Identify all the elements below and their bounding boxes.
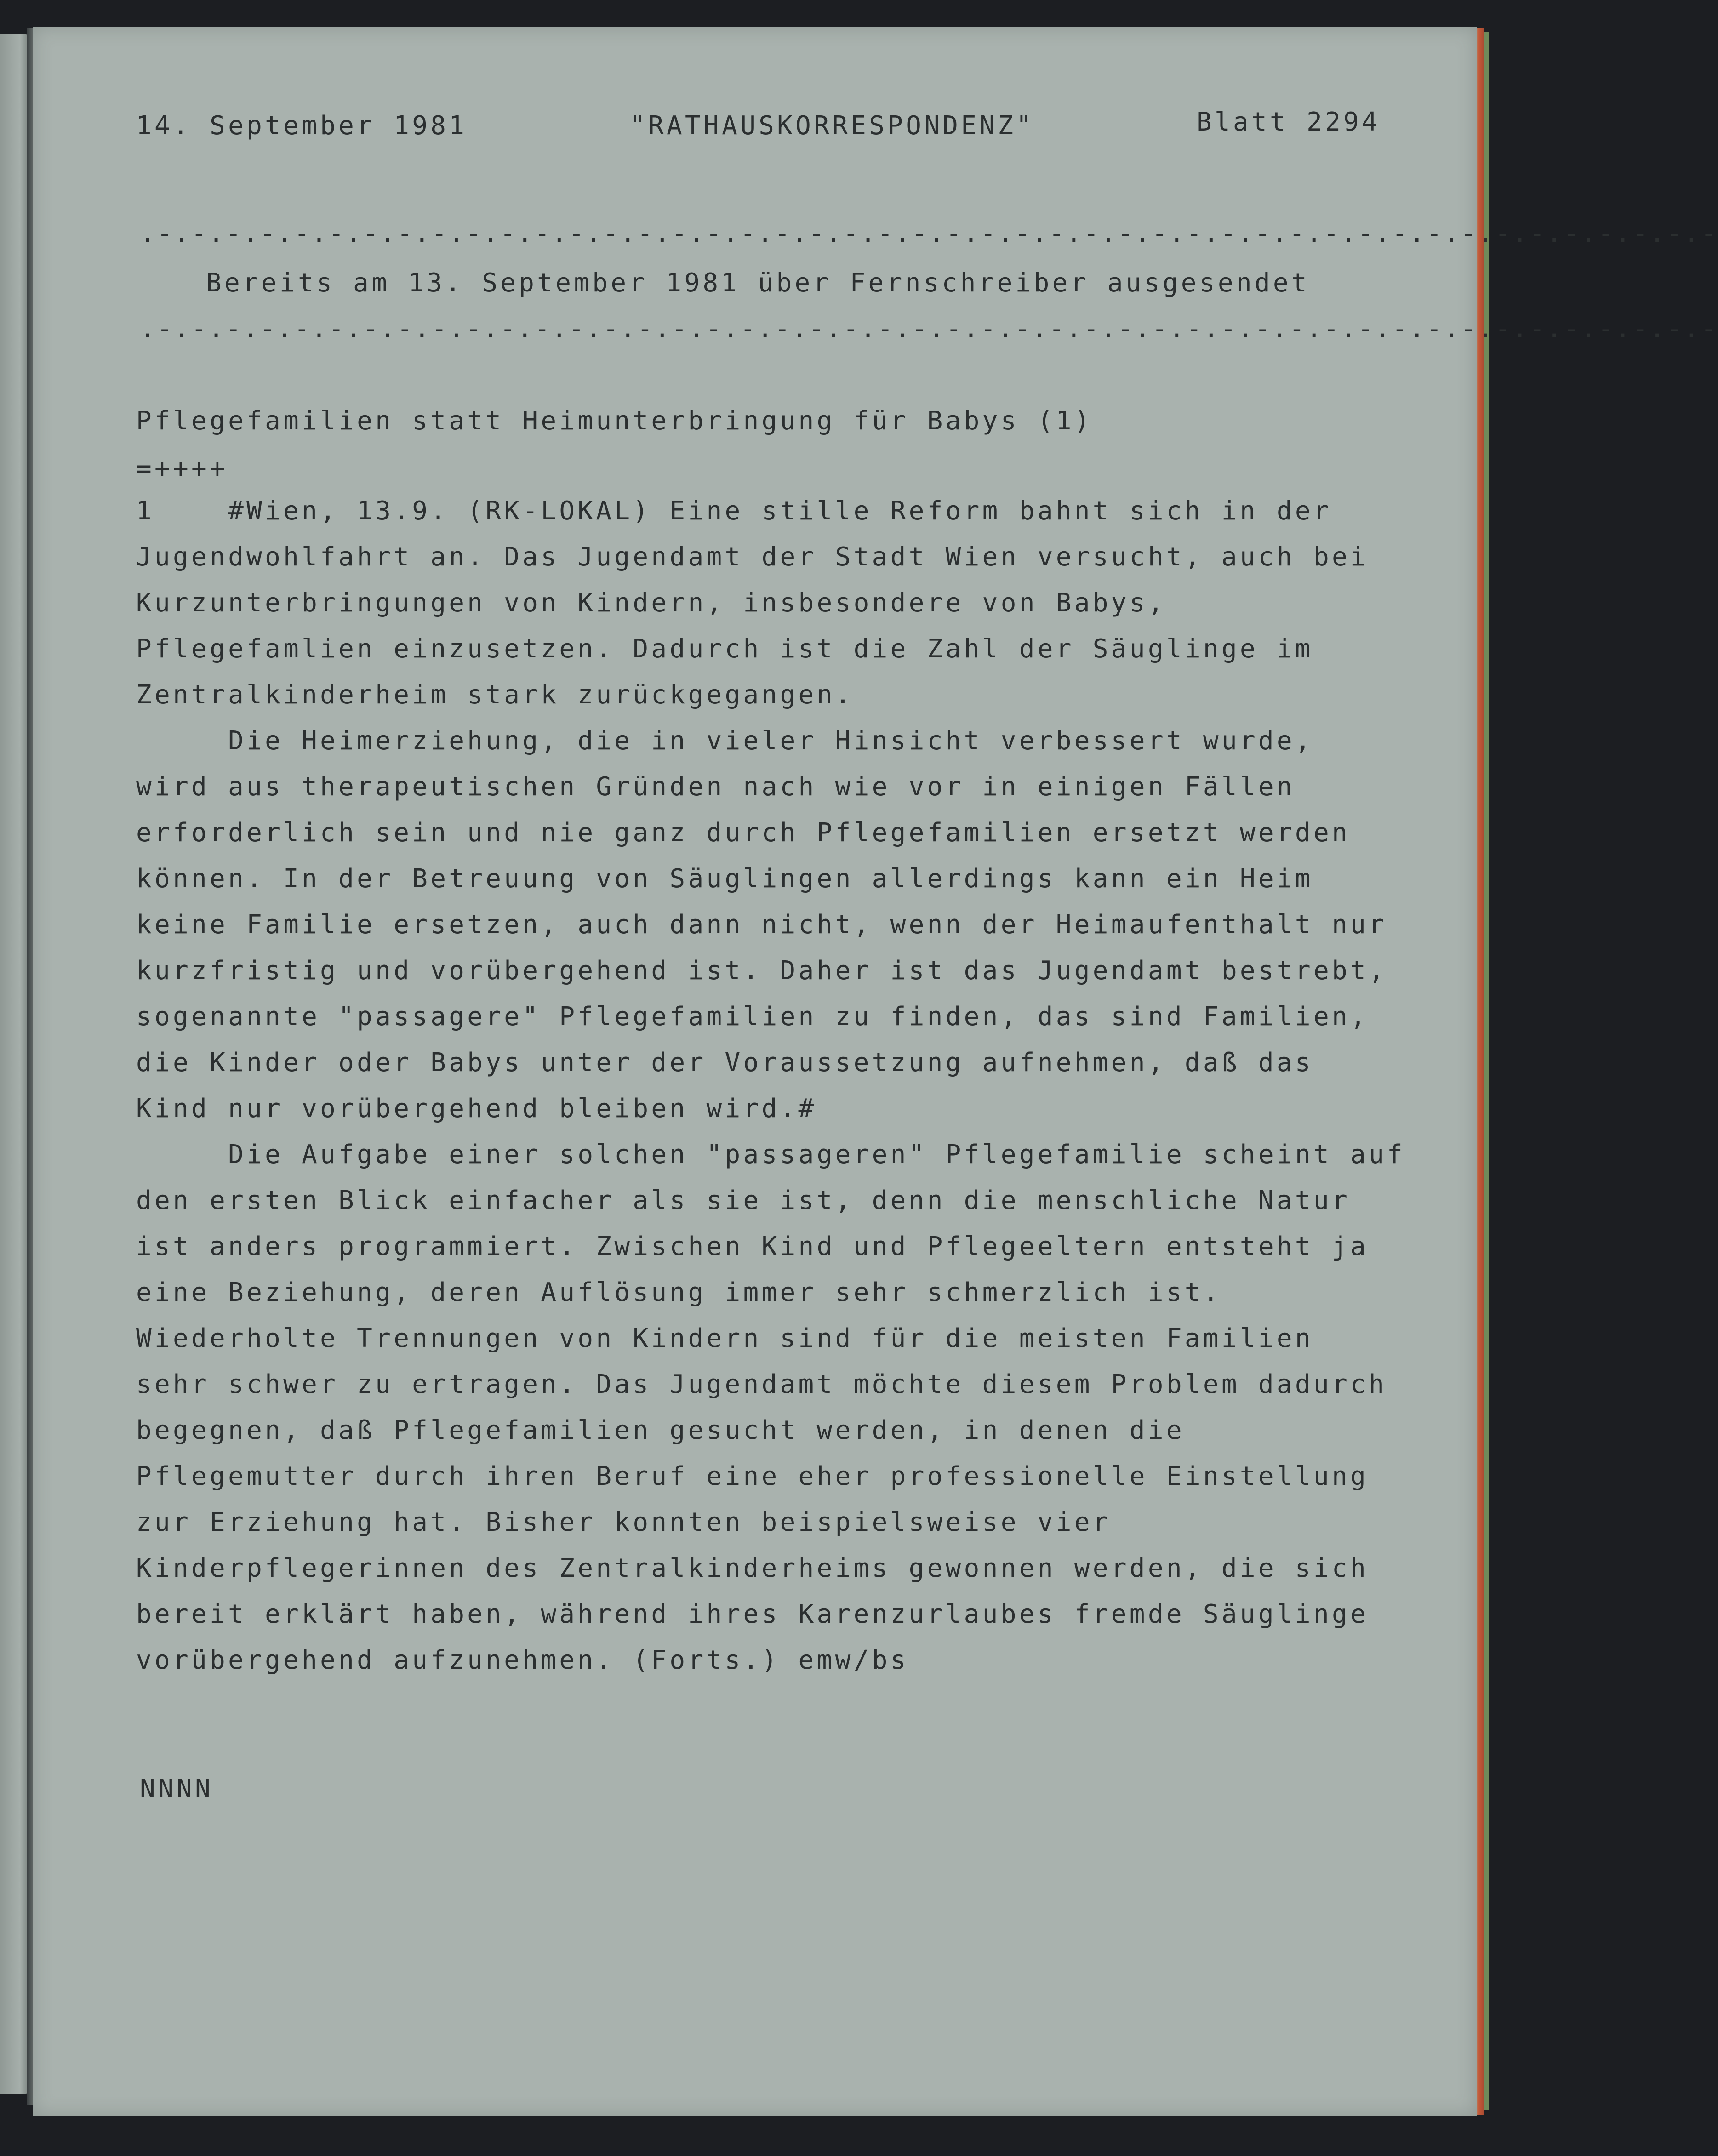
body-line: sogenannte "passagere" Pflegefamilien zu finden, das sind Familien, (136, 1002, 1369, 1032)
article-body (136, 488, 1405, 1683)
body-line: ist anders programmiert. Zwischen Kind und Pflegeeltern entsteht ja (136, 1232, 1369, 1261)
body-line: eine Beziehung, deren Auflösung immer sehr schmerzlich ist. (136, 1278, 1221, 1307)
body-line: Kind nur vorübergehend bleiben wird.# (136, 1094, 817, 1124)
article-headline: Pflegefamilien statt Heimunterbringung für Babys (1) (136, 406, 1093, 436)
dot-dash-rule-top: .-.-.-.-.-.-.-.-.-.-.-.-.-.-.-.-.-.-.-.-.-.-.-.-.-.-.-.-.-.-.-.-.-.-.-.-.-.-.-.-.-.-.-.-.-.- (140, 218, 1718, 248)
body-line: Die Aufgabe einer solchen "passageren" Pflegefamilie scheint auf (136, 1140, 1406, 1169)
page-stack-edge-inner (1484, 32, 1489, 2110)
end-of-transmission-mark: NNNN (140, 1774, 214, 1804)
body-line: 1 #Wien, 13.9. (RK-LOKAL) Eine stille Reform bahnt sich in der (136, 496, 1332, 526)
previous-page-edge (0, 34, 29, 2094)
body-line: Pflegefamlien einzusetzen. Dadurch ist die Zahl der Säuglinge im (136, 634, 1313, 664)
body-line: Pflegemutter durch ihren Beruf eine eher professionelle Einstellung (136, 1461, 1369, 1491)
body-line: bereit erklärt haben, während ihres Karenzurlaubes fremde Säuglinge (136, 1599, 1369, 1629)
body-line: die Kinder oder Babys unter der Voraussetzung aufnehmen, daß das (136, 1048, 1313, 1078)
headline-separator: =++++ (136, 454, 228, 484)
header-sheet-number: Blatt 2294 (1196, 107, 1381, 137)
body-line: erforderlich sein und nie ganz durch Pflegefamilien ersetzt werden (136, 818, 1350, 848)
body-line: Kinderpflegerinnen des Zentralkinderheims gewonnen werden, die sich (136, 1553, 1369, 1583)
body-line: Die Heimerziehung, die in vieler Hinsicht verbessert wurde, (136, 726, 1313, 756)
header-publication: "RATHAUSKORRESPONDENZ" (630, 111, 1035, 141)
body-line: sehr schwer zu ertragen. Das Jugendamt möchte diesem Problem dadurch (136, 1369, 1387, 1399)
body-line: Kurzunterbringungen von Kindern, insbesondere von Babys, (136, 588, 1166, 618)
body-line: begegnen, daß Pflegefamilien gesucht werden, in denen die (136, 1415, 1185, 1445)
body-line: vorübergehend aufzunehmen. (Forts.) emw/bs (136, 1645, 909, 1675)
body-line: keine Familie ersetzen, auch dann nicht, wenn der Heimaufenthalt nur (136, 910, 1387, 940)
body-line: wird aus therapeutischen Gründen nach wie vor in einigen Fällen (136, 772, 1295, 802)
body-line: den ersten Blick einfacher als sie ist, denn die menschliche Natur (136, 1186, 1350, 1215)
body-line: können. In der Betreuung von Säuglingen allerdings kann ein Heim (136, 864, 1313, 894)
body-line: zur Erziehung hat. Bisher konnten beispielsweise vier (136, 1507, 1111, 1537)
document-page (33, 27, 1718, 2116)
body-line: kurzfristig und vorübergehend ist. Daher ist das Jugendamt bestrebt, (136, 956, 1387, 986)
body-line: Wiederholte Trennungen von Kindern sind für die meisten Familien (136, 1323, 1313, 1353)
transmission-note: Bereits am 13. September 1981 über Fernschreiber ausgesendet (206, 268, 1310, 298)
dot-dash-rule-bottom: .-.-.-.-.-.-.-.-.-.-.-.-.-.-.-.-.-.-.-.-.-.-.-.-.-.-.-.-.-.-.-.-.-.-.-.-.-.-.-.-.-.-.-.-.-.- (140, 314, 1718, 344)
header-date: 14. September 1981 (136, 111, 468, 141)
body-line: Jugendwohlfahrt an. Das Jugendamt der Stadt Wien versucht, auch bei (136, 542, 1369, 572)
body-line: Zentralkinderheim stark zurückgegangen. (136, 680, 854, 710)
